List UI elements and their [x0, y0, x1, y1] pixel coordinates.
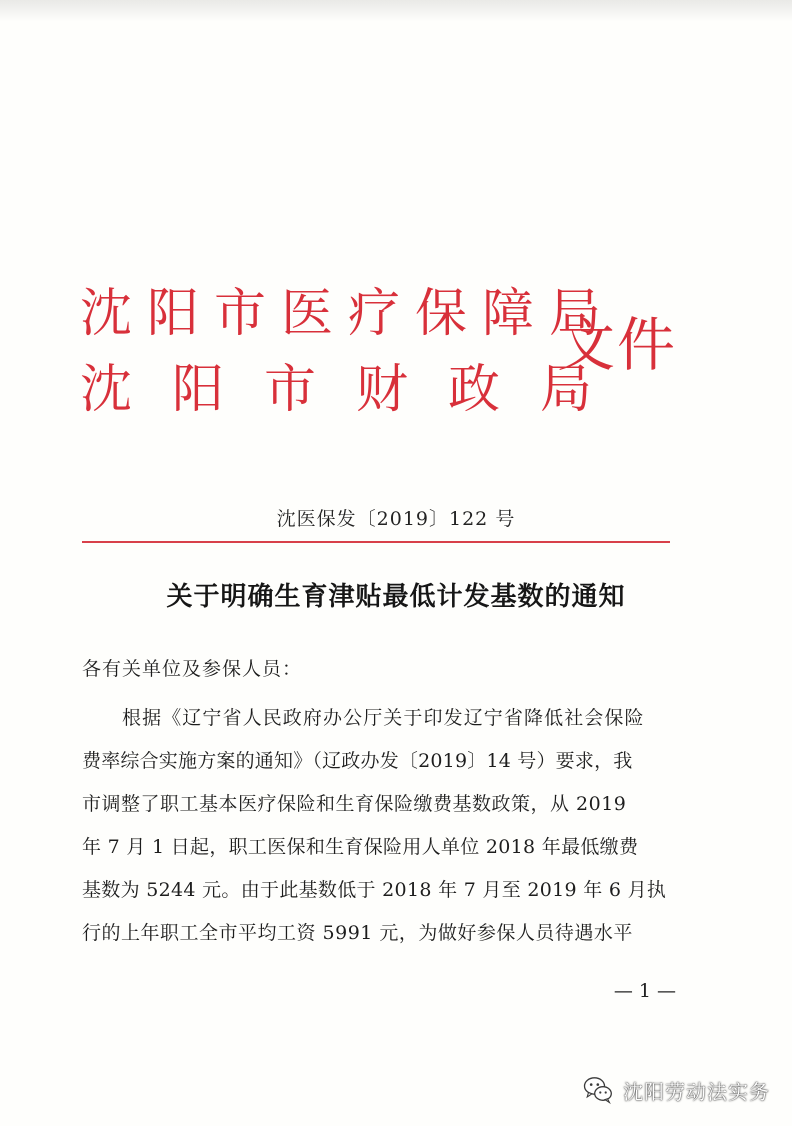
issuer-doc-word: 文件 — [557, 311, 678, 379]
body-line: 费率综合实施方案的通知》（辽政办发〔2019〕14 号）要求，我 — [82, 750, 633, 772]
watermark — [581, 1072, 770, 1108]
issuer-line-2: 沈阳市财政局 — [80, 360, 633, 420]
salutation: 各有关单位及参保人员： — [82, 658, 303, 680]
body-line: 根据《辽宁省人民政府办公厅关于印发辽宁省降低社会保险 — [122, 707, 645, 729]
page-number: — 1 — — [613, 980, 676, 1002]
body-line: 基数为 5244 元。由于此基数低于 2018 年 7 月至 2019 年 6 月执 — [82, 879, 667, 901]
body-line: 年 7 月 1 日起，职工医保和生育保险用人单位 2018 年最低缴费 — [82, 836, 639, 858]
document-number: 沈医保发〔2019〕122 号 — [276, 508, 516, 530]
body-line: 市调整了职工基本医疗保险和生育保险缴费基数政策，从 2019 — [82, 793, 627, 815]
issuer-line-1: 沈阳市医疗保障局 — [80, 284, 617, 344]
red-divider — [82, 541, 670, 543]
watermark-text: 沈阳劳动法实务 — [623, 1079, 770, 1104]
body-line: 行的上年职工全市平均工资 5991 元，为做好参保人员待遇水平 — [82, 922, 633, 944]
document-title: 关于明确生育津贴最低计发基数的通知 — [166, 582, 626, 612]
wechat-icon — [581, 1073, 615, 1107]
page-top-shadow — [0, 0, 792, 22]
